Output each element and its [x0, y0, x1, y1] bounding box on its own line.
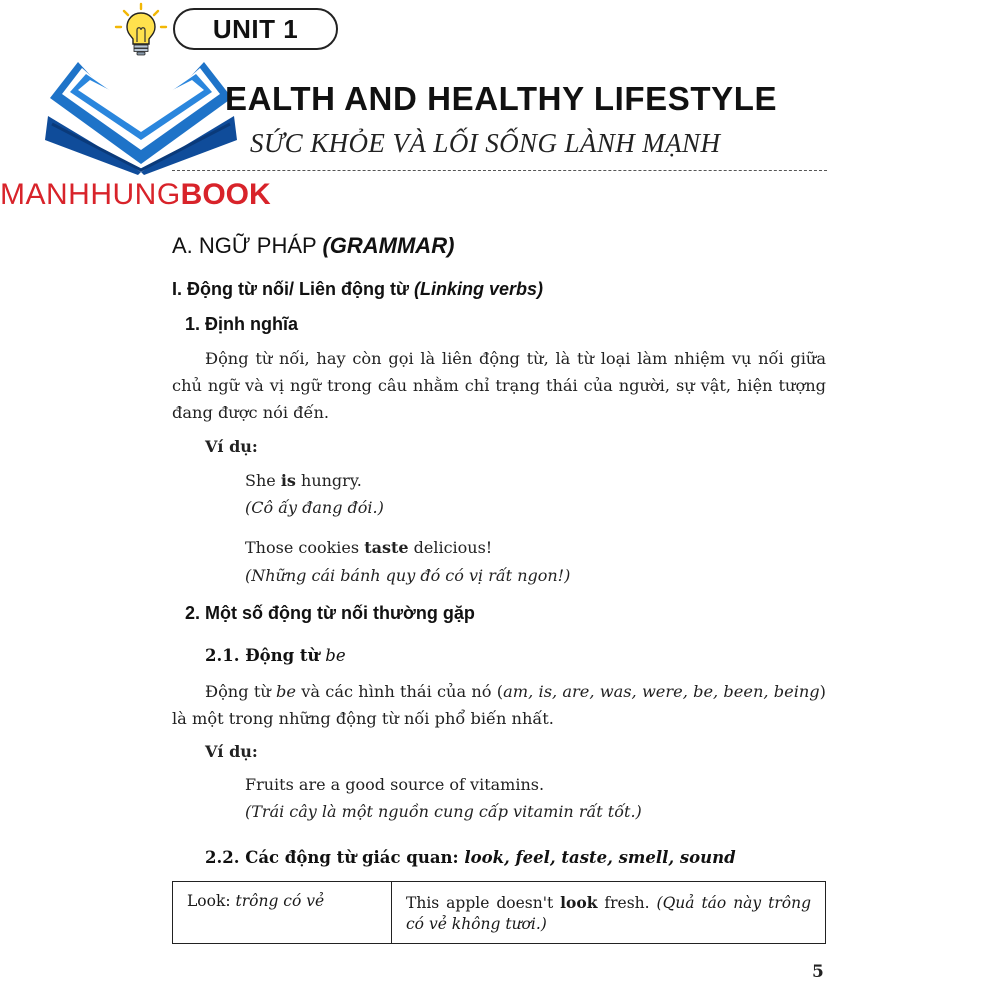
example-1-pre: She — [245, 471, 281, 490]
table-example-bold: look — [560, 893, 598, 912]
table-example-translation: (Quả táo này trông có vẻ không tươi.) — [406, 894, 811, 933]
subsection-2-1-italic: be — [325, 646, 346, 665]
section-i-heading — [172, 279, 543, 300]
subsection-1-heading: 1. Định nghĩa — [185, 314, 299, 334]
table-example-post: fresh. — [597, 894, 657, 912]
example-translation-2: (Những cái bánh quy đó có vị rất ngon!) — [245, 566, 571, 585]
table-verb-meaning: trông có vẻ — [235, 892, 325, 910]
subsection-2-1-prefix: 2.1. Động từ — [205, 646, 326, 665]
subsection-2-heading: 2. Một số động từ nối thường gặp — [185, 603, 475, 623]
table-example-pre: This apple doesn't — [406, 894, 561, 912]
unit-title-vietnamese: SỨC KHỎE VÀ LỐI SỐNG LÀNH MẠNH — [250, 128, 721, 158]
be-paragraph — [172, 678, 826, 732]
example-2-post: delicious! — [408, 538, 493, 557]
example-1-post: hungry. — [295, 471, 362, 490]
subsection-2-2-heading — [205, 848, 736, 867]
unit-badge — [173, 8, 338, 50]
page-number: 5 — [812, 962, 824, 982]
table-cell-verb — [173, 882, 392, 943]
lightbulb-icon — [112, 2, 170, 60]
open-book-icon — [42, 54, 240, 176]
example-translation-1: (Cô ấy đang đói.) — [245, 498, 384, 517]
brand-part2: BOOK — [180, 178, 271, 211]
section-a-italic: (GRAMMAR) — [322, 233, 455, 258]
table-cell-example — [392, 882, 825, 943]
unit-label: UNIT 1 — [212, 13, 299, 44]
brand-part1: MANHHUNG — [0, 178, 181, 211]
subsection-2-2-prefix: 2.2. Các động từ giác quan: — [205, 848, 465, 867]
example-label-1: Ví dụ: — [205, 437, 258, 456]
example-sentence-3: Fruits are a good source of vitamins. — [245, 775, 545, 794]
section-a-prefix: A. NGỮ PHÁP — [172, 233, 323, 258]
table-verb-pre: Look: — [187, 892, 236, 910]
example-1-bold: is — [280, 471, 296, 490]
example-sentence-1 — [245, 471, 362, 490]
be-para-mid: và các hình thái của nó ( — [295, 682, 504, 701]
example-2-pre: Those cookies — [245, 538, 365, 557]
definition-paragraph — [172, 345, 826, 426]
be-para-pre: Động từ — [205, 682, 277, 701]
brand-logo-text — [0, 178, 271, 212]
example-2-bold: taste — [364, 538, 409, 557]
example-translation-3: (Trái cây là một nguồn cung cấp vitamin rất tốt.) — [245, 802, 642, 821]
example-label-2: Ví dụ: — [205, 742, 258, 761]
unit-title-english: EALTH AND HEALTHY LIFESTYLE — [225, 80, 778, 117]
section-a-heading — [172, 233, 454, 259]
example-sentence-2 — [245, 538, 492, 557]
sense-verbs-table — [172, 881, 826, 944]
section-i-prefix: I. Động từ nối/ Liên động từ — [172, 279, 415, 299]
be-para-italic-1: be — [276, 682, 296, 701]
be-para-italic-2: am, is, are, was, were, be, been, being — [503, 682, 820, 701]
section-i-italic: (Linking verbs) — [414, 279, 544, 299]
title-divider — [172, 170, 827, 171]
subsection-2-2-italic: look, feel, taste, smell, sound — [464, 848, 736, 867]
subsection-2-1-heading — [205, 646, 346, 665]
definition-text: Động từ nối, hay còn gọi là liên động từ, là từ loại làm nhiệm vụ nối giữa chủ ngữ và vị ngữ trong câu nhằm chỉ trạng thái của người, sự vật, hiện tượng đang được nói đến. — [172, 349, 826, 422]
be-para-post: ) là một trong những động từ nối phổ biến nhất. — [172, 682, 826, 728]
